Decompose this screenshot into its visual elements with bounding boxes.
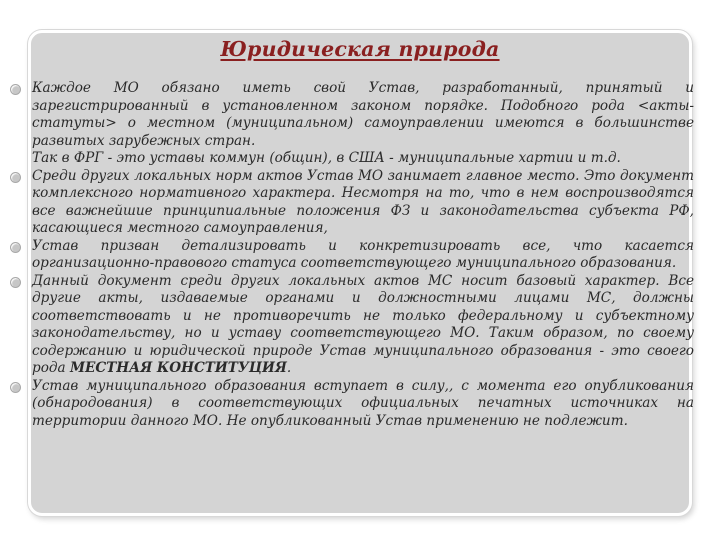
paragraph-text (32, 150, 694, 168)
bullet-text: Данный документ среди других локальных актов МС носит базовый характер. Все другие акты, издаваемые органами и должностными лицами МС, должны соответствовать и не противоречить не только федеральному и субъектному законодательству, но и уставу соответствующего МО. Таким образом, по своему содержанию и юридической природе Устав муниципального образования - это своего рода (32, 272, 694, 376)
bullet-item (32, 168, 694, 238)
bullet-icon (10, 277, 21, 288)
bullet-item (32, 273, 694, 378)
slide-title: Юридическая природа (220, 37, 500, 61)
slide-content (32, 80, 694, 430)
emphasis-suffix: . (286, 360, 292, 376)
bullet-icon (10, 84, 21, 95)
bullet-text: Каждое МО обязано иметь свой Устав, разработанный, принятый и зарегистрированный в установленном законом порядке. Подобного рода <акты-статуты> о местном (муниципальном) самоуправлении имеются в большинстве развитых зарубежных стран. (32, 80, 694, 149)
bullet-text: Среди других локальных норм актов Устав МО занимает главное место. Это документ комплексного нормативного характера. Несмотря на то, что в нем воспроизводятся все важнейшие принципиальные положения ФЗ и законодательства субъекта РФ, касающиеся местного самоуправления, (32, 167, 694, 236)
bullet-item (32, 378, 694, 431)
bullet-item (32, 80, 694, 150)
emphasis-text: МЕСТНАЯ КОНСТИТУЦИЯ (69, 360, 287, 376)
bullet-item (32, 238, 694, 273)
paragraph-text-content: Так в ФРГ - это уставы коммун (общин), в США - муниципальные хартии и т.д. (32, 150, 621, 166)
bullet-icon (10, 172, 21, 183)
bullet-text: Устав призван детализировать и конкретизировать все, что касается организационно-правового статуса соответствующего муниципального образования. (32, 237, 694, 271)
bullet-icon (10, 382, 21, 393)
bullet-icon (10, 242, 21, 253)
bullet-text: Устав муниципального образования вступает в силу,, с момента его опубликования (обнародования) в соответствующих официальных печатных источниках на территории данного МО. Не опубликованный Устав применению не подлежит. (32, 377, 694, 429)
